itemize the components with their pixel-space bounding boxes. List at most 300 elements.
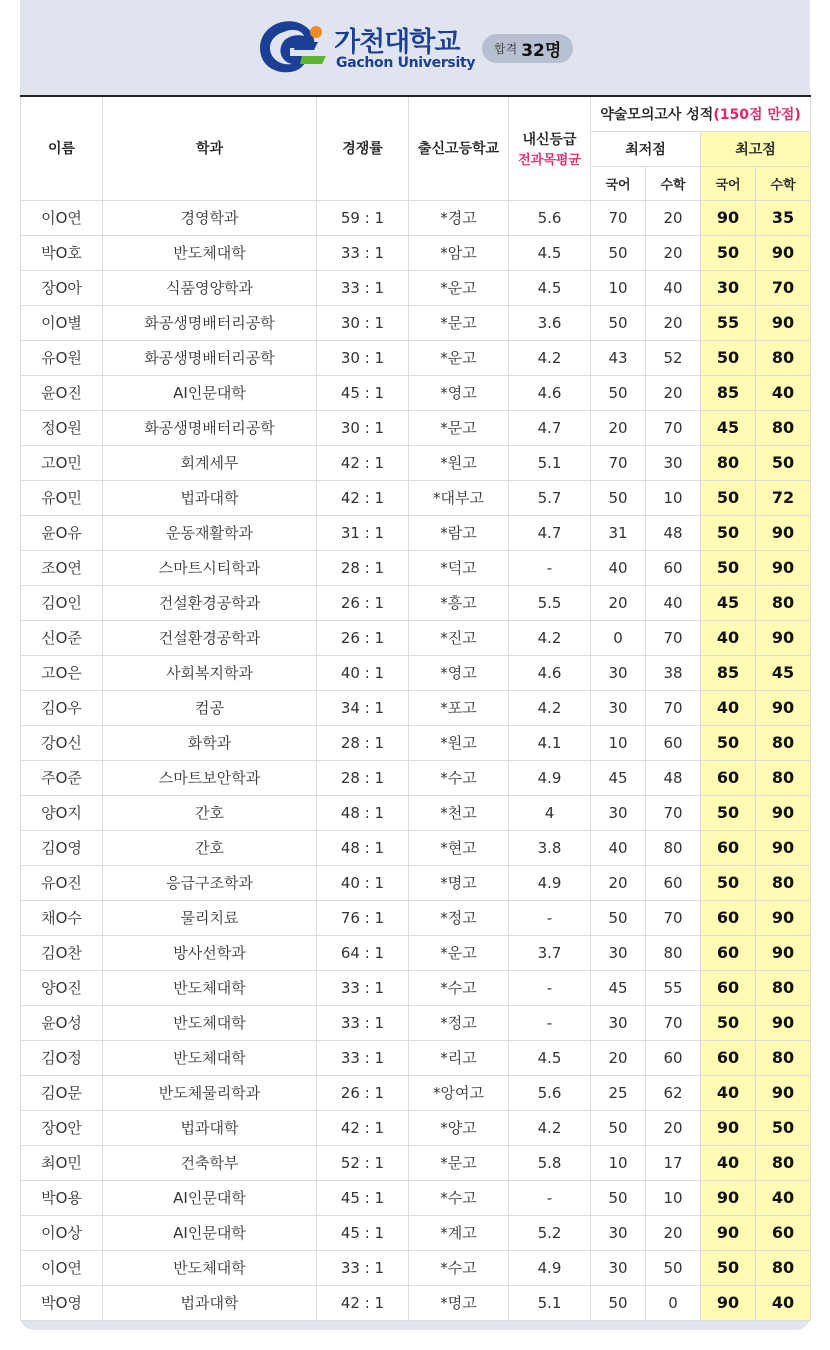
competition-cell: 45 : 1: [317, 375, 409, 410]
dept-cell: 법과대학: [103, 480, 317, 515]
competition-cell: 33 : 1: [317, 1040, 409, 1075]
min-korean-cell: 30: [591, 1005, 646, 1040]
max-math-cell: 45: [756, 655, 811, 690]
table-row: [21, 655, 811, 690]
min-math-cell: 10: [646, 1180, 701, 1215]
max-korean-cell: 50: [701, 515, 756, 550]
dept-cell: 건설환경공학과: [103, 585, 317, 620]
max-korean-cell: 40: [701, 1075, 756, 1110]
max-korean-cell: 40: [701, 1145, 756, 1180]
min-math-cell: 0: [646, 1285, 701, 1320]
competition-cell: 48 : 1: [317, 830, 409, 865]
name-cell: 유O민: [21, 480, 103, 515]
school-cell: *원고: [409, 445, 509, 480]
name-cell: 유O원: [21, 340, 103, 375]
competition-cell: 59 : 1: [317, 200, 409, 235]
max-korean-cell: 50: [701, 235, 756, 270]
school-cell: *암고: [409, 235, 509, 270]
min-korean-cell: 10: [591, 725, 646, 760]
table-row: [21, 515, 811, 550]
name-cell: 윤O유: [21, 515, 103, 550]
name-cell: 윤O성: [21, 1005, 103, 1040]
name-cell: 김O정: [21, 1040, 103, 1075]
min-math-cell: 20: [646, 200, 701, 235]
header: [20, 0, 810, 95]
competition-cell: 33 : 1: [317, 235, 409, 270]
name-cell: 김O영: [21, 830, 103, 865]
min-math-cell: 38: [646, 655, 701, 690]
school-cell: *운고: [409, 270, 509, 305]
grade-cell: 5.1: [509, 445, 591, 480]
min-math-cell: 20: [646, 305, 701, 340]
max-korean-cell: 60: [701, 830, 756, 865]
school-cell: *영고: [409, 375, 509, 410]
school-cell: *원고: [409, 725, 509, 760]
name-cell: 이O별: [21, 305, 103, 340]
min-korean-cell: 50: [591, 375, 646, 410]
grade-cell: 5.8: [509, 1145, 591, 1180]
table-row: [21, 620, 811, 655]
min-korean-cell: 50: [591, 305, 646, 340]
dept-cell: 경영학과: [103, 200, 317, 235]
grade-cell: 4: [509, 795, 591, 830]
competition-cell: 33 : 1: [317, 1005, 409, 1040]
dept-cell: 건설환경공학과: [103, 620, 317, 655]
competition-cell: 34 : 1: [317, 690, 409, 725]
logo-korean-text: 가천대학교: [334, 27, 460, 58]
table-row: [21, 1040, 811, 1075]
dept-cell: 스마트보안학과: [103, 760, 317, 795]
table-row: [21, 410, 811, 445]
col-header-school: 출신고등학교: [409, 96, 509, 200]
pass-count-badge: [482, 34, 573, 63]
school-cell: *경고: [409, 200, 509, 235]
min-korean-cell: 50: [591, 1110, 646, 1145]
min-korean-cell: 20: [591, 1040, 646, 1075]
school-cell: *앙여고: [409, 1075, 509, 1110]
min-math-cell: 70: [646, 1005, 701, 1040]
min-korean-cell: 30: [591, 1215, 646, 1250]
grade-cell: 4.5: [509, 270, 591, 305]
min-math-cell: 10: [646, 480, 701, 515]
col-header-mock-exam: [591, 96, 811, 131]
grade-cell: -: [509, 550, 591, 585]
table-row: [21, 935, 811, 970]
school-cell: *포고: [409, 690, 509, 725]
table-row: [21, 830, 811, 865]
table-row: [21, 725, 811, 760]
min-korean-cell: 20: [591, 865, 646, 900]
name-cell: 고O민: [21, 445, 103, 480]
grade-cell: 4.6: [509, 655, 591, 690]
school-cell: *수고: [409, 1250, 509, 1285]
name-cell: 박O호: [21, 235, 103, 270]
grade-cell: 5.7: [509, 480, 591, 515]
grade-cell: 4.2: [509, 340, 591, 375]
max-korean-cell: 50: [701, 725, 756, 760]
max-math-cell: 50: [756, 1110, 811, 1145]
table-row: [21, 900, 811, 935]
school-cell: *현고: [409, 830, 509, 865]
grade-cell: 5.5: [509, 585, 591, 620]
min-korean-cell: 10: [591, 270, 646, 305]
name-cell: 김O문: [21, 1075, 103, 1110]
min-korean-cell: 45: [591, 970, 646, 1005]
name-cell: 장O아: [21, 270, 103, 305]
min-korean-cell: 20: [591, 585, 646, 620]
min-math-cell: 20: [646, 375, 701, 410]
dept-cell: 운동재활학과: [103, 515, 317, 550]
name-cell: 윤O진: [21, 375, 103, 410]
grade-cell: 3.6: [509, 305, 591, 340]
dept-cell: 응급구조학과: [103, 865, 317, 900]
min-math-cell: 48: [646, 760, 701, 795]
name-cell: 이O연: [21, 1250, 103, 1285]
name-cell: 김O우: [21, 690, 103, 725]
col-header-grade: [509, 96, 591, 200]
max-math-cell: 50: [756, 445, 811, 480]
dept-cell: 회계세무: [103, 445, 317, 480]
grade-cell: 4.5: [509, 235, 591, 270]
dept-cell: 화공생명배터리공학: [103, 340, 317, 375]
min-math-cell: 60: [646, 1040, 701, 1075]
competition-cell: 26 : 1: [317, 620, 409, 655]
table-row: [21, 550, 811, 585]
competition-cell: 30 : 1: [317, 305, 409, 340]
name-cell: 강O신: [21, 725, 103, 760]
name-cell: 박O용: [21, 1180, 103, 1215]
min-korean-cell: 30: [591, 1250, 646, 1285]
table-row: [21, 585, 811, 620]
max-korean-cell: 50: [701, 1250, 756, 1285]
school-cell: *운고: [409, 935, 509, 970]
max-korean-cell: 50: [701, 340, 756, 375]
competition-cell: 31 : 1: [317, 515, 409, 550]
dept-cell: 컴공: [103, 690, 317, 725]
min-math-cell: 20: [646, 1110, 701, 1145]
competition-cell: 33 : 1: [317, 970, 409, 1005]
results-table: [20, 95, 811, 1321]
max-korean-cell: 90: [701, 1285, 756, 1320]
min-korean-cell: 31: [591, 515, 646, 550]
name-cell: 조O연: [21, 550, 103, 585]
min-math-cell: 48: [646, 515, 701, 550]
school-cell: *흥고: [409, 585, 509, 620]
grade-cell: 5.2: [509, 1215, 591, 1250]
max-math-cell: 80: [756, 585, 811, 620]
grade-cell: 4.2: [509, 620, 591, 655]
school-cell: *명고: [409, 865, 509, 900]
min-korean-cell: 30: [591, 655, 646, 690]
max-korean-cell: 85: [701, 655, 756, 690]
max-math-cell: 80: [756, 970, 811, 1005]
grade-cell: 5.6: [509, 1075, 591, 1110]
min-korean-cell: 30: [591, 690, 646, 725]
min-korean-cell: 10: [591, 1145, 646, 1180]
grade-sub-label: 전과목평균: [518, 152, 581, 168]
school-cell: *진고: [409, 620, 509, 655]
table-row: [21, 1215, 811, 1250]
competition-cell: 76 : 1: [317, 900, 409, 935]
min-math-cell: 70: [646, 620, 701, 655]
school-cell: *덕고: [409, 550, 509, 585]
table-row: [21, 445, 811, 480]
max-math-cell: 90: [756, 830, 811, 865]
col-header-max: 최고점: [701, 131, 811, 166]
competition-cell: 26 : 1: [317, 1075, 409, 1110]
max-math-cell: 90: [756, 1075, 811, 1110]
school-cell: *문고: [409, 305, 509, 340]
name-cell: 유O진: [21, 865, 103, 900]
max-korean-cell: 50: [701, 865, 756, 900]
dept-cell: 반도체물리학과: [103, 1075, 317, 1110]
gachon-logo-icon: [256, 16, 332, 76]
competition-cell: 52 : 1: [317, 1145, 409, 1180]
name-cell: 채O수: [21, 900, 103, 935]
table-row: [21, 480, 811, 515]
grade-cell: -: [509, 900, 591, 935]
min-korean-cell: 50: [591, 900, 646, 935]
competition-cell: 33 : 1: [317, 1250, 409, 1285]
table-row: [21, 1005, 811, 1040]
max-math-cell: 90: [756, 515, 811, 550]
max-math-cell: 40: [756, 1180, 811, 1215]
grade-cell: -: [509, 1005, 591, 1040]
max-korean-cell: 50: [701, 550, 756, 585]
grade-cell: 4.9: [509, 865, 591, 900]
max-korean-cell: 40: [701, 620, 756, 655]
grade-cell: 5.6: [509, 200, 591, 235]
grade-cell: 4.1: [509, 725, 591, 760]
school-cell: *수고: [409, 970, 509, 1005]
max-math-cell: 90: [756, 935, 811, 970]
name-cell: 주O준: [21, 760, 103, 795]
min-korean-cell: 70: [591, 445, 646, 480]
competition-cell: 42 : 1: [317, 480, 409, 515]
competition-cell: 28 : 1: [317, 760, 409, 795]
min-math-cell: 17: [646, 1145, 701, 1180]
school-cell: *영고: [409, 655, 509, 690]
table-header: [21, 96, 811, 200]
col-header-competition: 경쟁률: [317, 96, 409, 200]
max-korean-cell: 90: [701, 1110, 756, 1145]
col-header-min-korean: 국어: [591, 166, 646, 200]
dept-cell: 간호: [103, 830, 317, 865]
table-row: [21, 1250, 811, 1285]
dept-cell: AI인문대학: [103, 1215, 317, 1250]
dept-cell: 반도체대학: [103, 1250, 317, 1285]
table-row: [21, 375, 811, 410]
min-math-cell: 55: [646, 970, 701, 1005]
dept-cell: 간호: [103, 795, 317, 830]
max-math-cell: 60: [756, 1215, 811, 1250]
max-math-cell: 90: [756, 550, 811, 585]
max-korean-cell: 60: [701, 935, 756, 970]
min-korean-cell: 50: [591, 480, 646, 515]
table-row: [21, 690, 811, 725]
max-math-cell: 80: [756, 1145, 811, 1180]
max-korean-cell: 80: [701, 445, 756, 480]
max-korean-cell: 90: [701, 200, 756, 235]
school-cell: *문고: [409, 410, 509, 445]
competition-cell: 45 : 1: [317, 1215, 409, 1250]
max-korean-cell: 85: [701, 375, 756, 410]
school-cell: *람고: [409, 515, 509, 550]
max-math-cell: 80: [756, 1040, 811, 1075]
max-math-cell: 80: [756, 760, 811, 795]
competition-cell: 30 : 1: [317, 410, 409, 445]
col-header-max-math: 수학: [756, 166, 811, 200]
max-korean-cell: 60: [701, 970, 756, 1005]
min-math-cell: 30: [646, 445, 701, 480]
min-math-cell: 40: [646, 585, 701, 620]
max-math-cell: 90: [756, 690, 811, 725]
col-header-max-korean: 국어: [701, 166, 756, 200]
school-cell: *계고: [409, 1215, 509, 1250]
logo-english-text: Gachon University: [336, 55, 476, 71]
table-row: [21, 865, 811, 900]
name-cell: 이O연: [21, 200, 103, 235]
max-math-cell: 80: [756, 865, 811, 900]
table-row: [21, 200, 811, 235]
competition-cell: 33 : 1: [317, 270, 409, 305]
min-math-cell: 20: [646, 235, 701, 270]
table-row: [21, 235, 811, 270]
competition-cell: 26 : 1: [317, 585, 409, 620]
min-korean-cell: 50: [591, 1285, 646, 1320]
mock-title-sub: (150점 만점): [713, 106, 801, 123]
grade-cell: 5.1: [509, 1285, 591, 1320]
max-math-cell: 40: [756, 375, 811, 410]
grade-cell: 4.7: [509, 515, 591, 550]
table-row: [21, 1180, 811, 1215]
min-math-cell: 20: [646, 1215, 701, 1250]
name-cell: 김O찬: [21, 935, 103, 970]
table-row: [21, 1075, 811, 1110]
min-korean-cell: 30: [591, 935, 646, 970]
dept-cell: 식품영양학과: [103, 270, 317, 305]
max-korean-cell: 90: [701, 1180, 756, 1215]
dept-cell: 방사선학과: [103, 935, 317, 970]
dept-cell: AI인문대학: [103, 1180, 317, 1215]
min-korean-cell: 50: [591, 235, 646, 270]
name-cell: 고O은: [21, 655, 103, 690]
max-math-cell: 90: [756, 305, 811, 340]
min-korean-cell: 45: [591, 760, 646, 795]
min-math-cell: 50: [646, 1250, 701, 1285]
max-korean-cell: 30: [701, 270, 756, 305]
max-math-cell: 72: [756, 480, 811, 515]
col-header-min: 최저점: [591, 131, 701, 166]
min-korean-cell: 43: [591, 340, 646, 375]
max-math-cell: 80: [756, 410, 811, 445]
min-math-cell: 40: [646, 270, 701, 305]
name-cell: 김O인: [21, 585, 103, 620]
min-korean-cell: 40: [591, 830, 646, 865]
name-cell: 장O안: [21, 1110, 103, 1145]
competition-cell: 28 : 1: [317, 550, 409, 585]
max-math-cell: 70: [756, 270, 811, 305]
grade-cell: -: [509, 1180, 591, 1215]
grade-cell: 4.5: [509, 1040, 591, 1075]
school-cell: *천고: [409, 795, 509, 830]
name-cell: 이O상: [21, 1215, 103, 1250]
grade-label: 내신등급: [522, 131, 577, 148]
school-cell: *정고: [409, 1005, 509, 1040]
school-cell: *명고: [409, 1285, 509, 1320]
competition-cell: 30 : 1: [317, 340, 409, 375]
name-cell: 정O원: [21, 410, 103, 445]
min-math-cell: 60: [646, 865, 701, 900]
table-body: [21, 200, 811, 1320]
min-korean-cell: 40: [591, 550, 646, 585]
name-cell: 신O준: [21, 620, 103, 655]
grade-cell: 4.9: [509, 760, 591, 795]
competition-cell: 40 : 1: [317, 655, 409, 690]
dept-cell: 물리치료: [103, 900, 317, 935]
max-math-cell: 35: [756, 200, 811, 235]
school-cell: *수고: [409, 760, 509, 795]
dept-cell: 화공생명배터리공학: [103, 410, 317, 445]
dept-cell: AI인문대학: [103, 375, 317, 410]
max-math-cell: 90: [756, 900, 811, 935]
dept-cell: 법과대학: [103, 1110, 317, 1145]
max-math-cell: 80: [756, 1250, 811, 1285]
school-cell: *운고: [409, 340, 509, 375]
min-korean-cell: 25: [591, 1075, 646, 1110]
grade-cell: 3.8: [509, 830, 591, 865]
pass-count: 32명: [521, 41, 562, 61]
table-row: [21, 340, 811, 375]
max-korean-cell: 60: [701, 900, 756, 935]
min-math-cell: 70: [646, 410, 701, 445]
competition-cell: 48 : 1: [317, 795, 409, 830]
min-math-cell: 70: [646, 900, 701, 935]
mock-title: 약술모의고사 성적: [600, 106, 714, 123]
max-math-cell: 80: [756, 340, 811, 375]
max-math-cell: 40: [756, 1285, 811, 1320]
min-math-cell: 60: [646, 725, 701, 760]
dept-cell: 건축학부: [103, 1145, 317, 1180]
col-header-dept: 학과: [103, 96, 317, 200]
table-row: [21, 970, 811, 1005]
dept-cell: 반도체대학: [103, 970, 317, 1005]
dept-cell: 법과대학: [103, 1285, 317, 1320]
competition-cell: 40 : 1: [317, 865, 409, 900]
min-math-cell: 70: [646, 690, 701, 725]
grade-cell: 4.9: [509, 1250, 591, 1285]
max-korean-cell: 45: [701, 410, 756, 445]
dept-cell: 반도체대학: [103, 1040, 317, 1075]
dept-cell: 스마트시티학과: [103, 550, 317, 585]
grade-cell: -: [509, 970, 591, 1005]
min-korean-cell: 50: [591, 1180, 646, 1215]
grade-cell: 4.2: [509, 690, 591, 725]
grade-cell: 4.7: [509, 410, 591, 445]
table-row: [21, 305, 811, 340]
name-cell: 박O영: [21, 1285, 103, 1320]
dept-cell: 화공생명배터리공학: [103, 305, 317, 340]
competition-cell: 45 : 1: [317, 1180, 409, 1215]
col-header-min-math: 수학: [646, 166, 701, 200]
min-math-cell: 60: [646, 550, 701, 585]
min-korean-cell: 0: [591, 620, 646, 655]
table-row: [21, 795, 811, 830]
table-row: [21, 1285, 811, 1320]
min-math-cell: 52: [646, 340, 701, 375]
max-math-cell: 90: [756, 795, 811, 830]
max-math-cell: 90: [756, 235, 811, 270]
